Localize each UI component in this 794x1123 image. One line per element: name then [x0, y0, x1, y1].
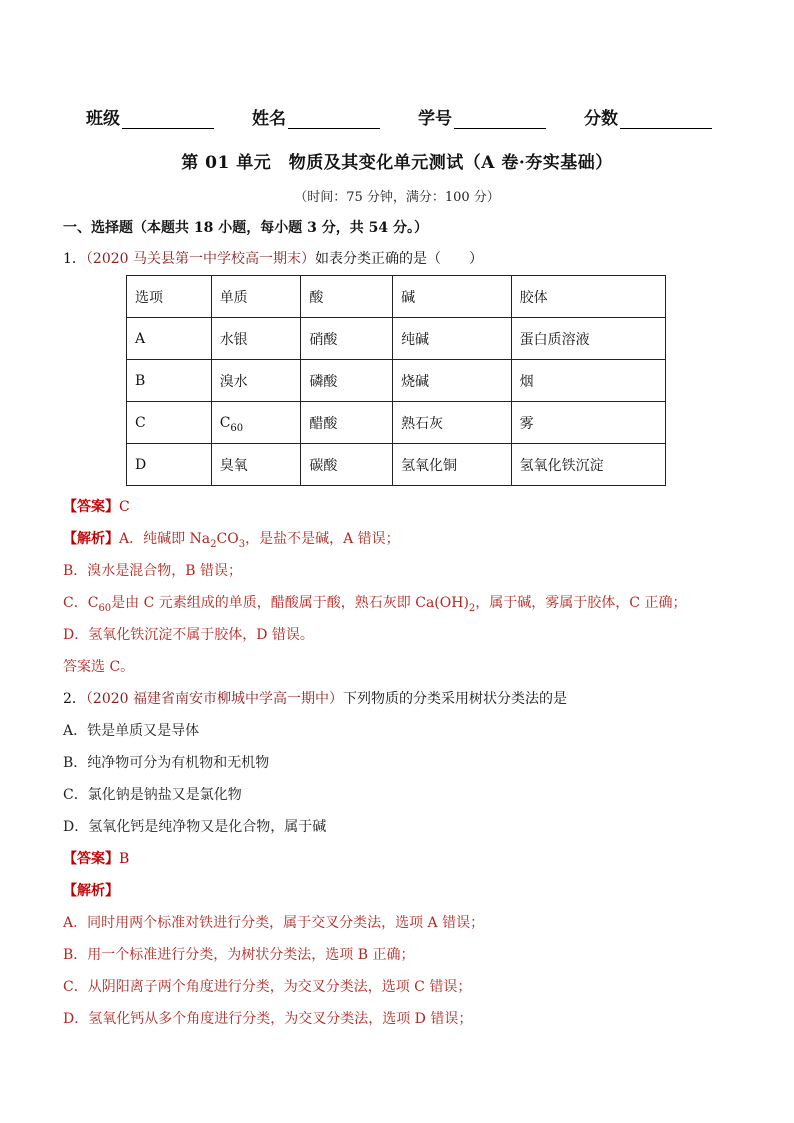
page-subtitle: （时间：75 分钟，满分：100 分）	[294, 190, 500, 205]
q2-option-c: C．氯化钠是钠盐又是氯化物	[63, 787, 242, 803]
table-cell: 纯碱	[393, 318, 512, 360]
table-cell: 臭氧	[211, 444, 301, 486]
answer-value: C	[119, 499, 130, 515]
q1-analysis-a	[63, 529, 400, 549]
q1-answer	[63, 497, 130, 517]
question-source: （2020 马关县第一中学校高一期末）	[85, 251, 316, 267]
q2-analysis-d: D．氢氧化钙从多个角度进行分类，为交叉分类法，选项 D 错误；	[63, 1011, 473, 1027]
score-blank[interactable]	[620, 110, 712, 129]
q2-answer	[63, 849, 129, 869]
table-header: 单质	[211, 276, 301, 318]
subscript: 60	[98, 602, 112, 614]
subscript: 3	[238, 538, 246, 550]
analysis-text: 是由 C 元素组成的单质，醋酸属于酸，熟石灰即 Ca(OH)	[111, 595, 469, 611]
question-source: （2020 福建省南安市柳城中学高一期中）	[85, 691, 343, 707]
subscript: 2	[210, 538, 217, 550]
student-info-row	[86, 104, 726, 129]
class-blank[interactable]	[122, 110, 214, 129]
id-blank[interactable]	[454, 110, 546, 129]
table-header: 选项	[127, 276, 212, 318]
page-title: 第 01 单元 物质及其变化单元测试（A 卷·夯实基础）	[181, 153, 613, 173]
analysis-text: C．C	[63, 595, 99, 611]
analysis-text: ，属于碱，雾属于胶体，C 正确；	[475, 595, 687, 611]
table-cell: D	[127, 444, 212, 486]
q1-analysis-d: D．氢氧化铁沉淀不属于胶体，D 错误。	[63, 627, 314, 643]
question-stem: 下列物质的分类采用树状分类法的是	[343, 691, 567, 707]
table-cell: B	[127, 360, 212, 402]
class-label: 班级	[86, 109, 120, 129]
analysis-tag: 【解析】	[63, 531, 119, 547]
table-cell: 熟石灰	[393, 402, 512, 444]
table-cell: A	[127, 318, 212, 360]
answer-tag: 【答案】	[63, 851, 119, 867]
table-cell: 碳酸	[301, 444, 393, 486]
id-label: 学号	[418, 109, 452, 129]
name-label: 姓名	[252, 109, 286, 129]
table-cell: 溴水	[211, 360, 301, 402]
name-field	[252, 104, 380, 129]
name-blank[interactable]	[288, 110, 380, 129]
q2-analysis-a: A．同时用两个标准对铁进行分类，属于交叉分类法，选项 A 错误；	[63, 915, 485, 931]
question-1	[63, 249, 483, 269]
answer-tag: 【答案】	[63, 499, 119, 515]
table-header: 碱	[393, 276, 512, 318]
analysis-text: A．纯碱即 Na	[119, 531, 211, 547]
table-header: 胶体	[511, 276, 665, 318]
table-cell: 醋酸	[301, 402, 393, 444]
subscript: 2	[468, 602, 476, 614]
id-field	[418, 104, 546, 129]
classification-table	[126, 275, 666, 486]
q2-option-a: A．铁是单质又是导体	[63, 723, 200, 739]
score-field	[584, 104, 712, 129]
q1-analysis-c	[63, 593, 686, 613]
question-stem: 如表分类正确的是（ ）	[315, 251, 484, 267]
table-cell: 硝酸	[301, 318, 393, 360]
table-header-row	[127, 276, 666, 318]
q1-final-answer: 答案选 C。	[63, 659, 135, 675]
table-cell: 水银	[211, 318, 301, 360]
table-cell: 烧碱	[393, 360, 512, 402]
q2-option-d: D．氢氧化钙是纯净物又是化合物，属于碱	[63, 819, 327, 835]
table-cell-c60	[211, 402, 301, 444]
analysis-text: CO	[216, 531, 239, 547]
q2-analysis-b: B．用一个标准进行分类，为树状分类法，选项 B 正确；	[63, 947, 415, 963]
table-row	[127, 444, 666, 486]
score-label: 分数	[584, 109, 618, 129]
answer-value: B	[119, 851, 130, 867]
question-number: 2．	[63, 691, 86, 707]
q2-analysis-c: C．从阴阳离子两个角度进行分类，为交叉分类法，选项 C 错误；	[63, 979, 472, 995]
q2-option-b: B．纯净物可分为有机物和无机物	[63, 755, 270, 771]
q2-analysis-heading	[63, 881, 119, 901]
question-number: 1．	[63, 251, 86, 267]
c60-subscript: 60	[230, 422, 244, 434]
analysis-tag: 【解析】	[63, 883, 119, 899]
table-row	[127, 360, 666, 402]
table-cell: 雾	[511, 402, 665, 444]
table-header: 酸	[301, 276, 393, 318]
table-cell: 氢氧化铁沉淀	[511, 444, 665, 486]
class-field	[86, 104, 214, 129]
table-cell: 磷酸	[301, 360, 393, 402]
table-row	[127, 402, 666, 444]
c60-symbol: C	[219, 414, 231, 431]
analysis-text: ，是盐不是碱，A 错误；	[245, 531, 400, 547]
question-2	[63, 689, 567, 709]
table-cell: 氢氧化铜	[393, 444, 512, 486]
table-row	[127, 318, 666, 360]
q1-analysis-b: B．溴水是混合物，B 错误；	[63, 563, 243, 579]
section-heading: 一、选择题（本题共 18 小题，每小题 3 分，共 54 分。）	[63, 220, 428, 236]
table-cell: 烟	[511, 360, 665, 402]
table-cell: C	[127, 402, 212, 444]
table-cell: 蛋白质溶液	[511, 318, 665, 360]
